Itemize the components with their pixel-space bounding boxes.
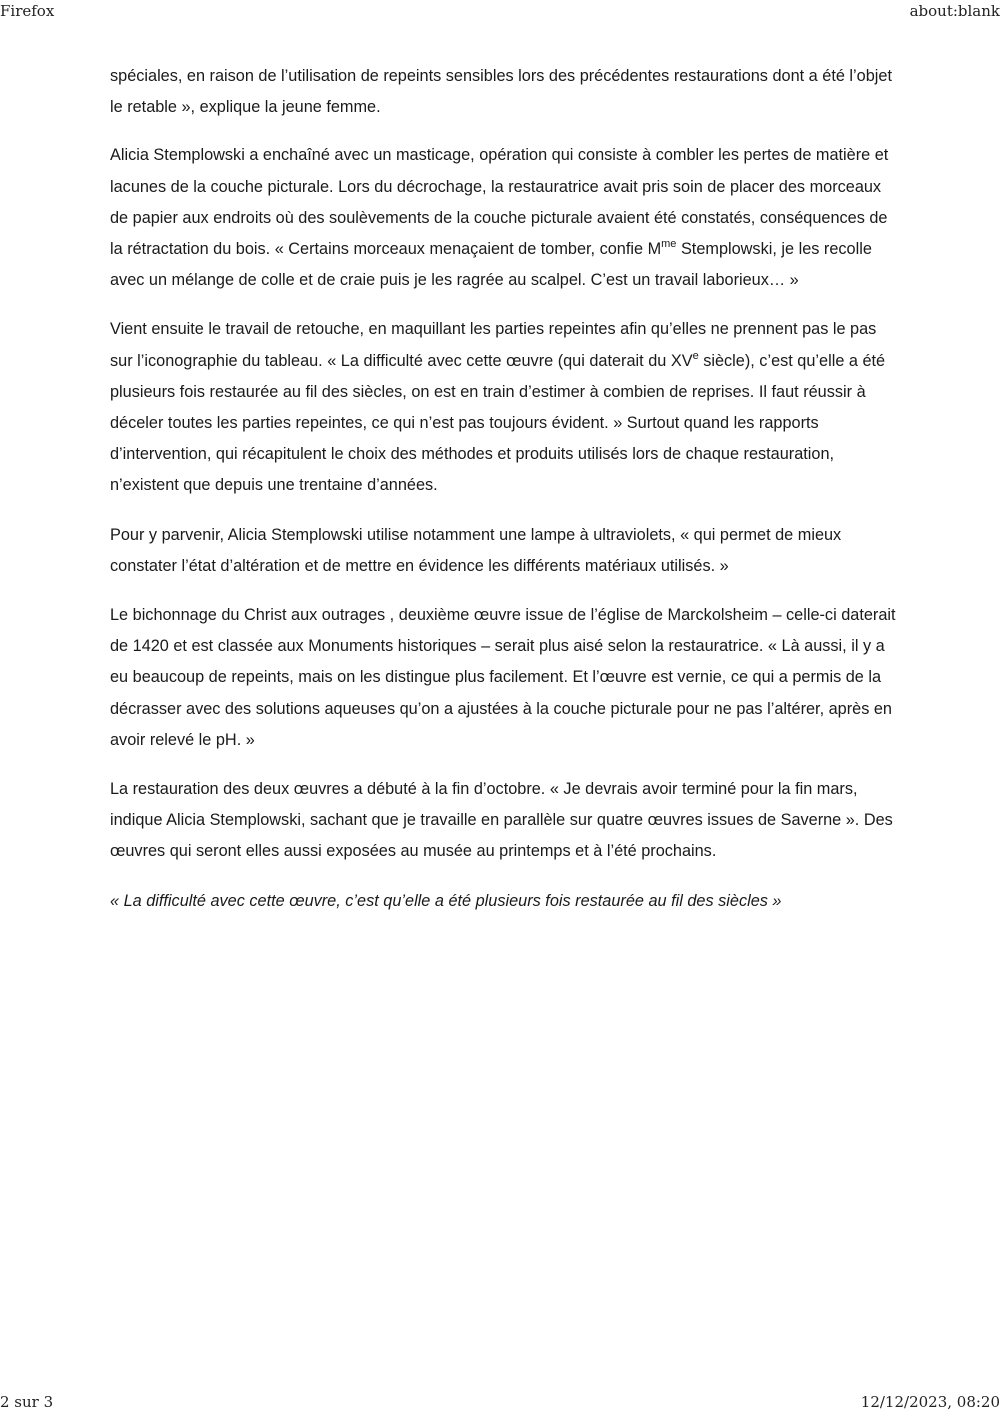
paragraph-5: Le bichonnage du Christ aux outrages , deuxième œuvre issue de l’église de Marckolsheim – celle-ci daterait de 1420 et est classée aux Monuments historiques – serait plus aisé selon la restauratrice. « Là aussi, il y a eu beaucoup de repeints, mais on les distingue plus facilement. Et l’œuvre est vernie, ce qui a permis de la décrasser avec des solutions aqueuses qu’on a ajustées à la couche picturale pour ne pas l’altérer, après en avoir relevé le pH. »	[110, 606, 896, 749]
paragraph-3-text-a: Vient ensuite le travail de retouche, en maquillant les parties repeintes afin qu’elles ne prennent pas le pas sur l’iconographie du tableau. « La difficulté avec cette œuvre (qui daterait du XV	[110, 320, 877, 370]
pull-quote: « La difficulté avec cette œuvre, c’est qu’elle a été plusieurs fois restaurée au fil des siècles »	[110, 891, 782, 910]
paragraph-2-text-a: Alicia Stemplowski a enchaîné avec un masticage, opération qui consiste à combler les pertes de matière et lacunes de la couche picturale. Lors du décrochage, la restauratrice avait pris soin de placer des morceaux de papier aux endroits où des soulèvements de la couche picturale avaient été constatés, conséquences de la rétractation du bois. « Certains morceaux menaçaient de tomber, confie M	[110, 146, 889, 259]
header-url: about:blank	[909, 2, 1000, 20]
paragraph-3-text-b: siècle), c’est qu’elle a été plusieurs fois restaurée au fil des siècles, on est en train d’estimer à combien de reprises. Il faut réussir à déceler toutes les parties repeintes, ce qui n’est pas toujours évident. » Surtout quand les rapports d’intervention, qui récapitulent le choix des méthodes et produits utilisés lors de chaque restauration, n’existent que depuis une trentaine d’années.	[110, 351, 886, 495]
superscript-e: e	[692, 349, 699, 362]
header-app-name: Firefox	[0, 2, 55, 20]
paragraph-1: spéciales, en raison de l’utilisation de repeints sensibles lors des précédentes restaurations dont a été l’objet le retable », explique la jeune femme.	[110, 67, 892, 117]
paragraph-2	[110, 140, 900, 296]
superscript-me: me	[661, 238, 677, 251]
paragraph-3	[110, 314, 900, 501]
paragraph-6: La restauration des deux œuvres a débuté à la fin d’octobre. « Je devrais avoir terminé pour la fin mars, indique Alicia Stemplowski, sachant que je travaille en parallèle sur quatre œuvres issues de Saverne ». Des œuvres qui seront elles aussi exposées au musée au printemps et à l’été prochains.	[110, 780, 893, 861]
print-footer	[0, 1393, 1000, 1413]
footer-page-number: 2 sur 3	[0, 1393, 54, 1411]
paragraph-2-text-b: Stemplowski, je les recolle avec un mélange de colle et de craie puis je les ragrée au scalpel. C’est un travail laborieux… »	[110, 240, 872, 290]
article-body	[110, 61, 900, 935]
footer-datetime: 12/12/2023, 08:20	[860, 1393, 1000, 1411]
print-header	[0, 2, 1000, 22]
paragraph-4: Pour y parvenir, Alicia Stemplowski utilise notamment une lampe à ultraviolets, « qui permet de mieux constater l’état d’altération et de mettre en évidence les différents matériaux utilisés. »	[110, 525, 842, 575]
